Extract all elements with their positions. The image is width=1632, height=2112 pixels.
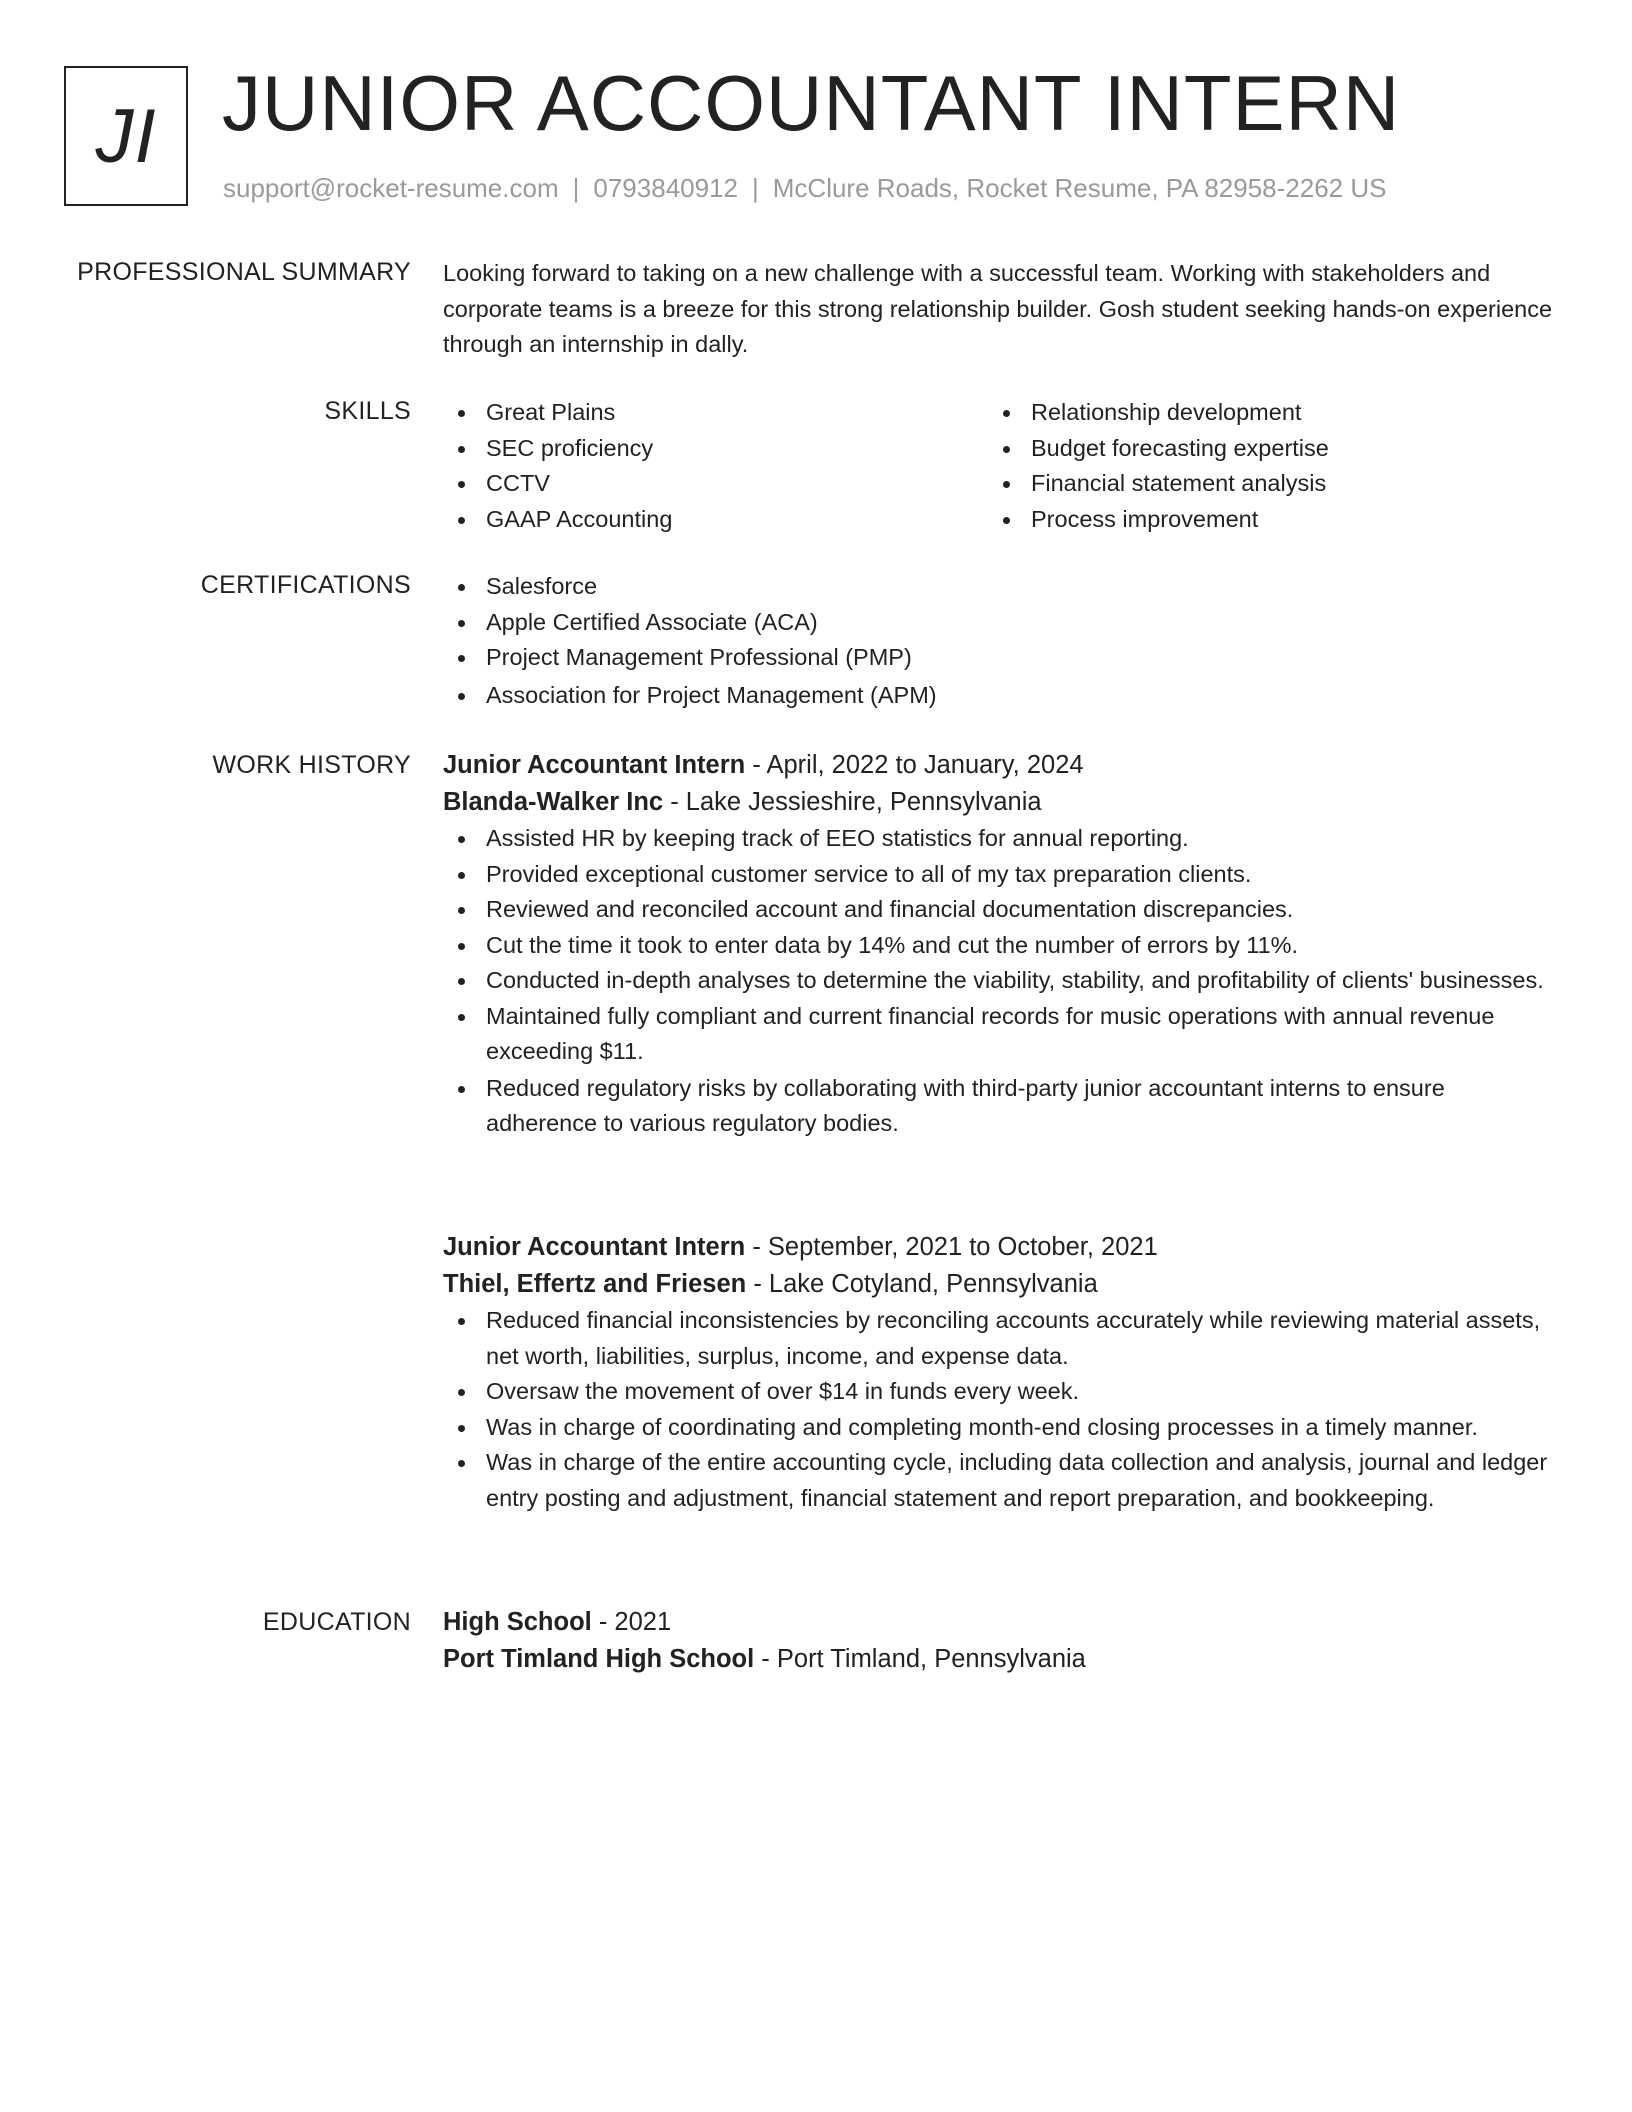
list-item: Association for Project Management (APM) bbox=[443, 678, 1553, 714]
job-company: Thiel, Effertz and Friesen bbox=[443, 1270, 747, 1298]
section-label-work: WORK HISTORY bbox=[212, 751, 411, 779]
list-item: Was in charge of the entire accounting cycle, including data collection and analysis, journal and ledger entry posting and adjustment, financial statement and report preparation, and bookkeeping. bbox=[443, 1445, 1553, 1516]
list-item: Reviewed and reconciled account and financial documentation discrepancies. bbox=[443, 892, 1553, 928]
list-item: Relationship development bbox=[988, 395, 1533, 431]
skills-right-list bbox=[988, 395, 1533, 537]
list-item: SEC proficiency bbox=[443, 431, 988, 467]
list-item: Salesforce bbox=[443, 569, 1553, 605]
job-company-line bbox=[443, 784, 1553, 821]
monogram-logo: JI bbox=[64, 66, 188, 206]
list-item: Conducted in-depth analyses to determine the viability, stability, and profitability of clients' businesses. bbox=[443, 963, 1553, 999]
list-item: Provided exceptional customer service to all of my tax preparation clients. bbox=[443, 857, 1553, 893]
contact-address: McClure Roads, Rocket Resume, PA 82958-2262 US bbox=[772, 173, 1387, 203]
job-entry bbox=[443, 747, 1553, 1142]
job-bullets bbox=[443, 821, 1553, 1142]
list-item: Reduced regulatory risks by collaborating with third-party junior accountant interns to ensure adherence to various regulatory bodies. bbox=[443, 1071, 1553, 1142]
list-item: Project Management Professional (PMP) bbox=[443, 640, 1553, 676]
education-degree: High School bbox=[443, 1608, 592, 1636]
job-title: Junior Accountant Intern bbox=[443, 751, 746, 779]
list-item: Maintained fully compliant and current financial records for music operations with annual revenue exceeding $11. bbox=[443, 999, 1553, 1070]
list-item: Assisted HR by keeping track of EEO statistics for annual reporting. bbox=[443, 821, 1553, 857]
job-company-line bbox=[443, 1266, 1553, 1303]
section-label-certifications: CERTIFICATIONS bbox=[200, 571, 411, 599]
list-item: Cut the time it took to enter data by 14% and cut the number of errors by 11%. bbox=[443, 928, 1553, 964]
job-bullets bbox=[443, 1303, 1553, 1516]
contact-email[interactable]: support@rocket-resume.com bbox=[223, 173, 559, 203]
job-title: Junior Accountant Intern bbox=[443, 1233, 746, 1261]
certifications-list bbox=[443, 569, 1553, 713]
section-label-summary: PROFESSIONAL SUMMARY bbox=[77, 258, 411, 286]
list-item: Oversaw the movement of over $14 in funds every week. bbox=[443, 1374, 1553, 1410]
contact-separator: | bbox=[572, 173, 580, 203]
list-item: CCTV bbox=[443, 466, 988, 502]
job-title-line bbox=[443, 1229, 1553, 1266]
list-item: Process improvement bbox=[988, 502, 1533, 538]
skills-left-list bbox=[443, 395, 988, 537]
contact-line bbox=[223, 172, 1386, 204]
list-item: Great Plains bbox=[443, 395, 988, 431]
list-item: Reduced financial inconsistencies by reconciling accounts accurately while reviewing material assets, net worth, liabilities, surplus, income, and expense data. bbox=[443, 1303, 1553, 1374]
summary-body bbox=[443, 256, 1553, 363]
contact-phone[interactable]: 0793840912 bbox=[593, 173, 738, 203]
page-title: JUNIOR ACCOUNTANT INTERN bbox=[222, 59, 1401, 147]
summary-text: Looking forward to taking on a new challenge with a successful team. Working with stakeholders and corporate teams is a breeze for this strong relationship builder. Gosh student seeking hands-on experience through an internship in dally. bbox=[443, 260, 1553, 357]
list-item: Financial statement analysis bbox=[988, 466, 1533, 502]
education-school-line bbox=[443, 1641, 1553, 1678]
job-dates: - April, 2022 to January, 2024 bbox=[745, 751, 1084, 779]
certifications-body bbox=[443, 569, 1553, 713]
section-label-education: EDUCATION bbox=[262, 1608, 411, 1636]
education-year: - 2021 bbox=[591, 1608, 672, 1636]
job-entry bbox=[443, 1229, 1553, 1516]
list-item: Apple Certified Associate (ACA) bbox=[443, 605, 1553, 641]
education-degree-line bbox=[443, 1604, 1553, 1641]
job-title-line bbox=[443, 747, 1553, 784]
skills-body bbox=[443, 395, 1553, 537]
contact-separator: | bbox=[752, 173, 759, 203]
job-dates: - September, 2021 to October, 2021 bbox=[745, 1233, 1158, 1261]
education-school: Port Timland High School bbox=[443, 1645, 755, 1673]
section-label-skills: SKILLS bbox=[324, 397, 411, 425]
education-body bbox=[443, 1604, 1553, 1678]
job-company: Blanda-Walker Inc bbox=[443, 788, 664, 816]
job-location: - Lake Cotyland, Pennsylvania bbox=[746, 1270, 1098, 1298]
list-item: Budget forecasting expertise bbox=[988, 431, 1533, 467]
list-item: GAAP Accounting bbox=[443, 502, 988, 538]
job-location: - Lake Jessieshire, Pennsylvania bbox=[663, 788, 1042, 816]
education-location: - Port Timland, Pennsylvania bbox=[754, 1645, 1086, 1673]
list-item: Was in charge of coordinating and completing month-end closing processes in a timely manner. bbox=[443, 1410, 1553, 1446]
